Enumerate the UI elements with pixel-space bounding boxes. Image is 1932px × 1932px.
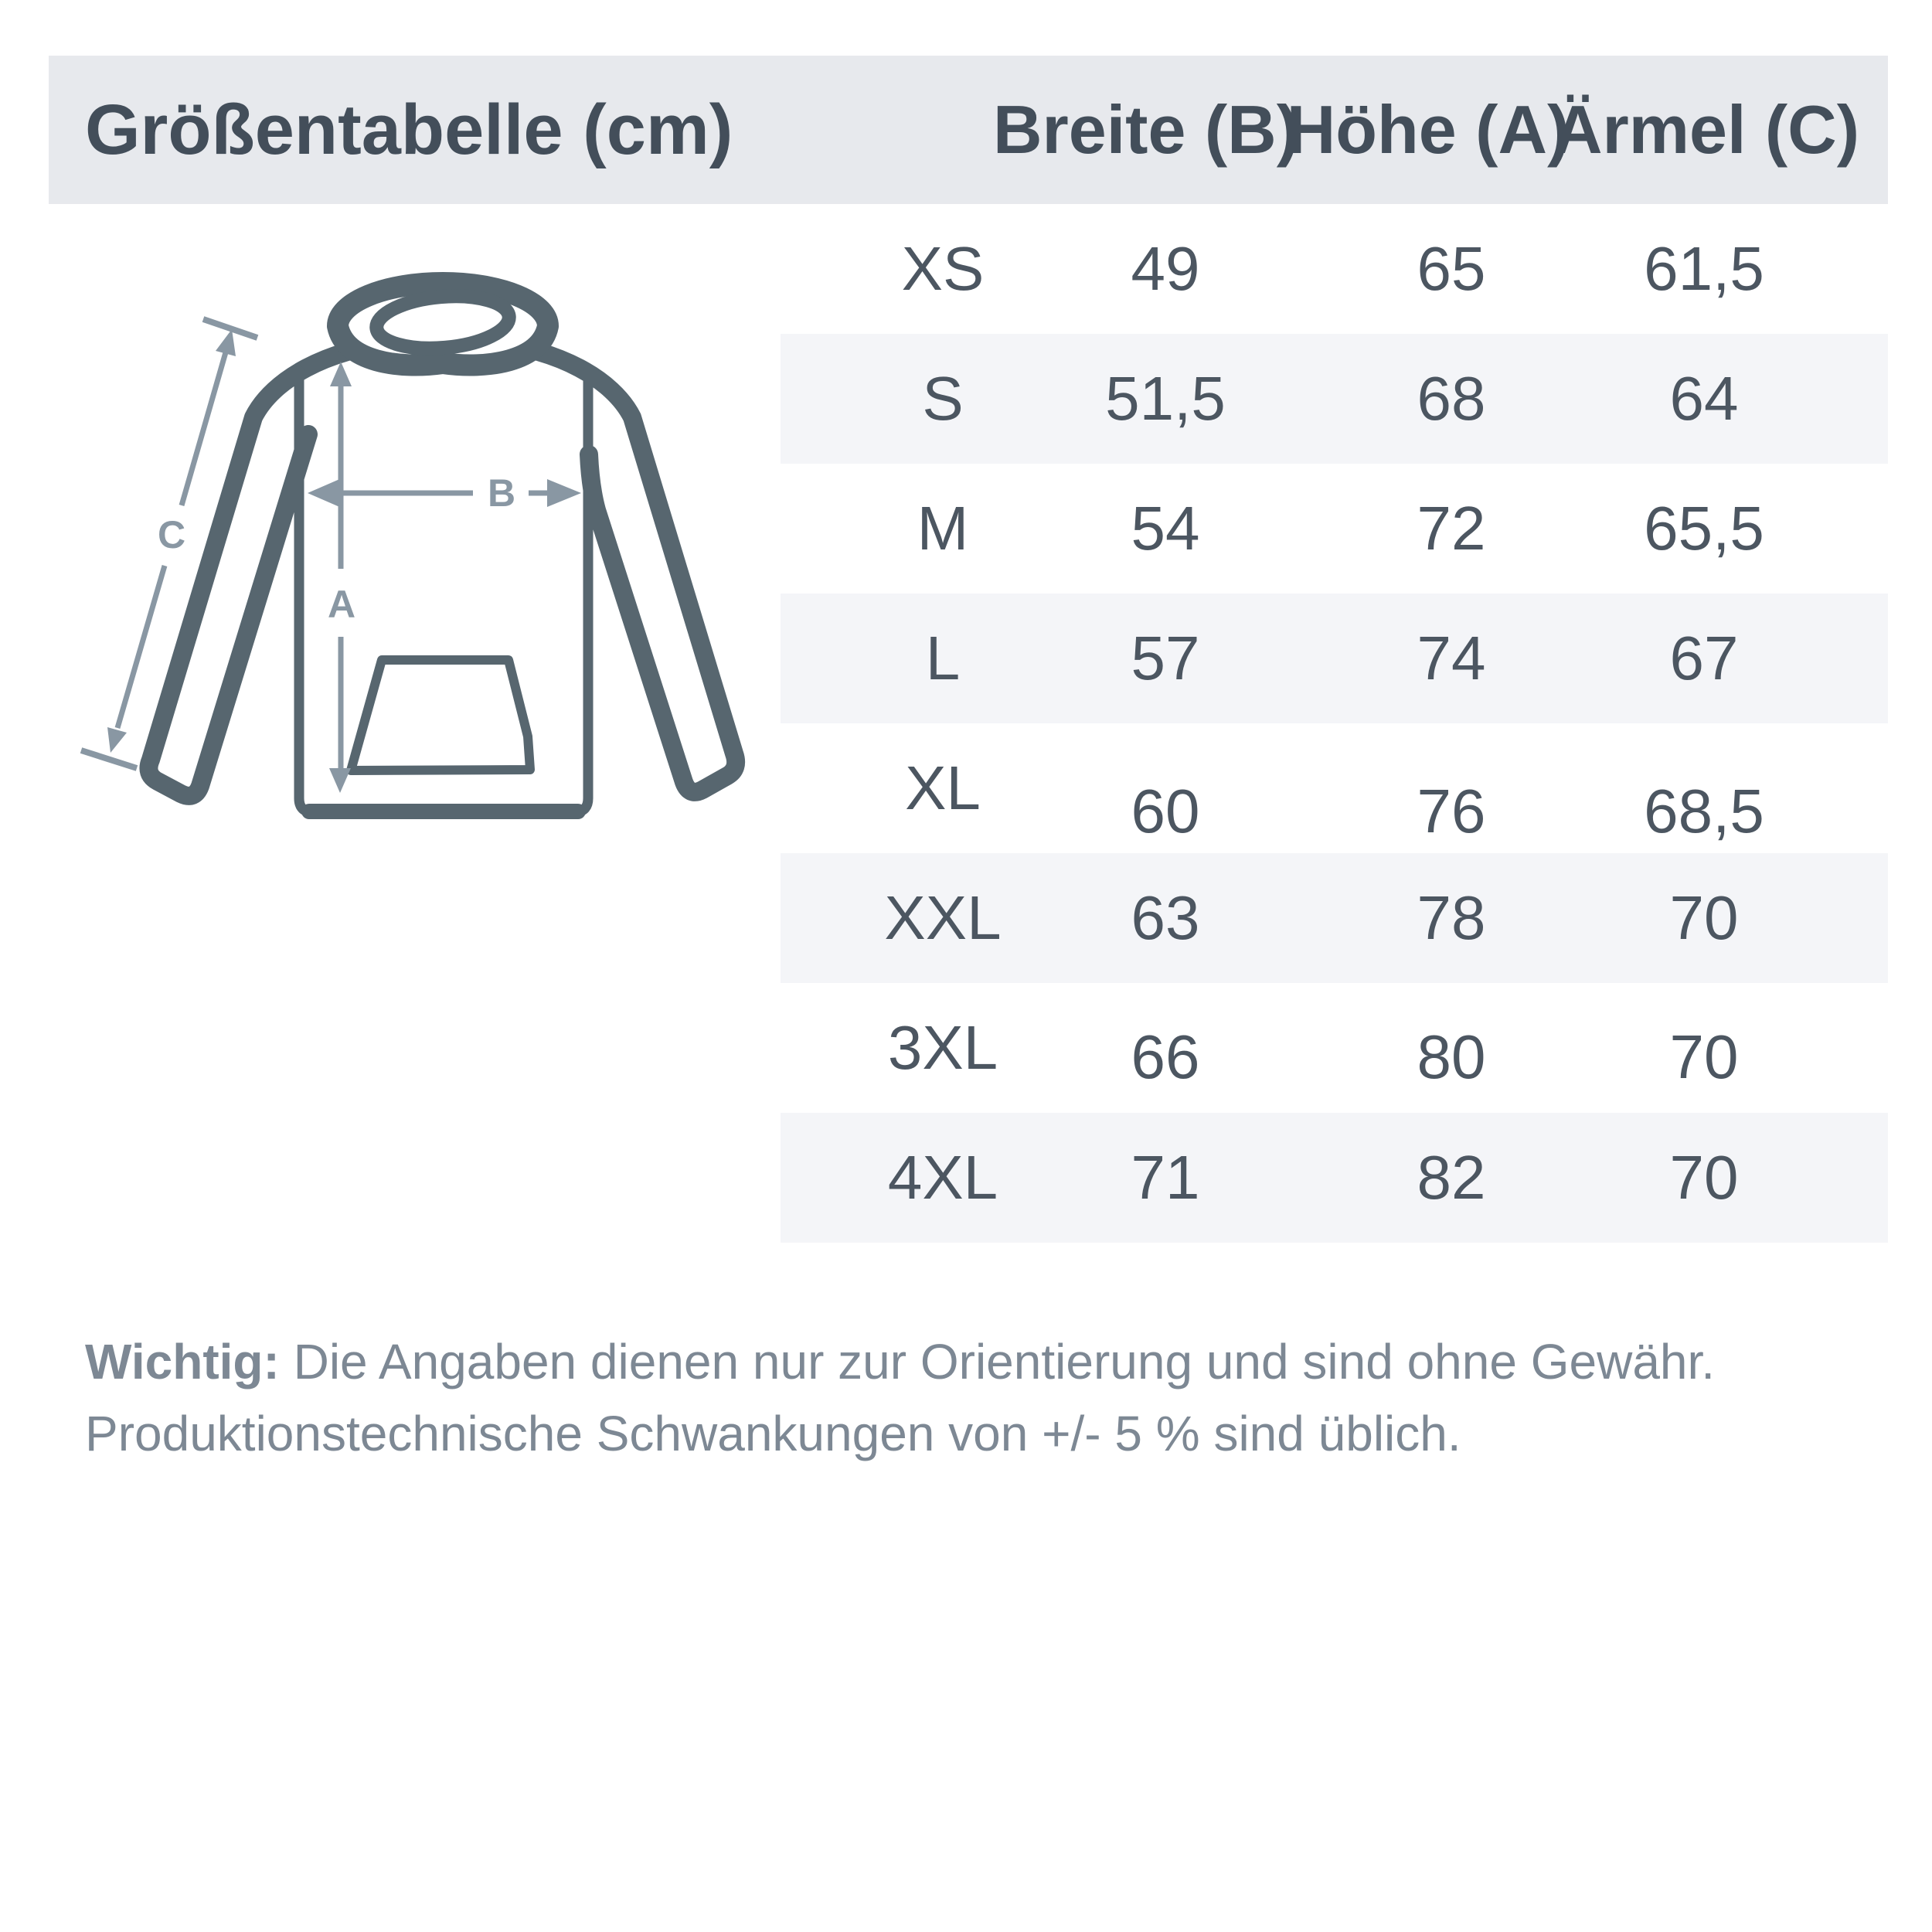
hoehe-cell: 68 — [1417, 364, 1486, 433]
hoehe-cell: 72 — [1417, 494, 1486, 563]
size-cell: M — [917, 494, 969, 563]
hoehe-cell: 74 — [1417, 624, 1486, 692]
hoehe-cell: 76 — [1417, 777, 1486, 845]
breite-cell: 51,5 — [1105, 364, 1226, 433]
aermel-cell: 68,5 — [1644, 777, 1764, 845]
disclaimer-line1: Die Angaben dienen nur zur Orientierung und sind ohne Gewähr. — [293, 1334, 1716, 1389]
size-cell: XL — [905, 753, 981, 822]
size-table — [781, 204, 1888, 1243]
breite-cell: 60 — [1131, 777, 1200, 845]
size-row-xl — [781, 723, 1888, 853]
size-row-4xl — [781, 1113, 1888, 1243]
breite-cell: 63 — [1131, 883, 1200, 952]
size-cell: XS — [901, 234, 985, 303]
aermel-cell: 70 — [1669, 1143, 1739, 1212]
disclaimer-line2: Produktionstechnische Schwankungen von +/- 5 % sind üblich. — [85, 1406, 1461, 1461]
aermel-cell: 67 — [1669, 624, 1739, 692]
column-header-breite: Breite (B) — [992, 91, 1300, 168]
breite-cell: 71 — [1131, 1143, 1200, 1212]
label-b: B — [487, 471, 516, 515]
label-a: A — [327, 583, 356, 626]
column-header-aermel: Ärmel (C) — [1553, 91, 1860, 168]
size-cell: XXL — [884, 883, 1002, 952]
hoehe-cell: 82 — [1417, 1143, 1486, 1212]
hoodie-hood — [338, 283, 548, 365]
aermel-cell: 70 — [1669, 883, 1739, 952]
size-row-m — [781, 464, 1888, 594]
hoehe-cell: 78 — [1417, 883, 1486, 952]
hoodie-pocket — [351, 660, 530, 770]
size-row-xs — [781, 204, 1888, 334]
size-cell: L — [925, 624, 961, 692]
size-row-3xl — [781, 983, 1888, 1113]
hoehe-cell: 80 — [1417, 1022, 1486, 1091]
size-row-xxl — [781, 853, 1888, 983]
size-row-s — [781, 334, 1888, 464]
size-row-l — [781, 594, 1888, 723]
size-cell: S — [922, 364, 964, 433]
breite-cell: 54 — [1131, 494, 1200, 563]
size-cell: 3XL — [887, 1013, 998, 1082]
size-cell: 4XL — [887, 1143, 998, 1212]
breite-cell: 57 — [1131, 624, 1200, 692]
label-c: C — [157, 513, 186, 556]
breite-cell: 66 — [1131, 1022, 1200, 1091]
page-title: Größentabelle (cm) — [85, 90, 733, 169]
disclaimer-bold: Wichtig: — [85, 1334, 280, 1389]
aermel-cell: 65,5 — [1644, 494, 1764, 563]
hoehe-cell: 65 — [1417, 234, 1486, 303]
disclaimer-note — [85, 1326, 1878, 1470]
column-header-hoehe: Höhe (A) — [1286, 91, 1570, 168]
hoodie-measurement-diagram — [46, 255, 804, 858]
aermel-cell: 61,5 — [1644, 234, 1764, 303]
aermel-cell: 70 — [1669, 1022, 1739, 1091]
aermel-cell: 64 — [1669, 364, 1739, 433]
table-header-band — [49, 56, 1888, 204]
hoodie-left-sleeve — [148, 343, 393, 796]
breite-cell: 49 — [1131, 234, 1200, 303]
